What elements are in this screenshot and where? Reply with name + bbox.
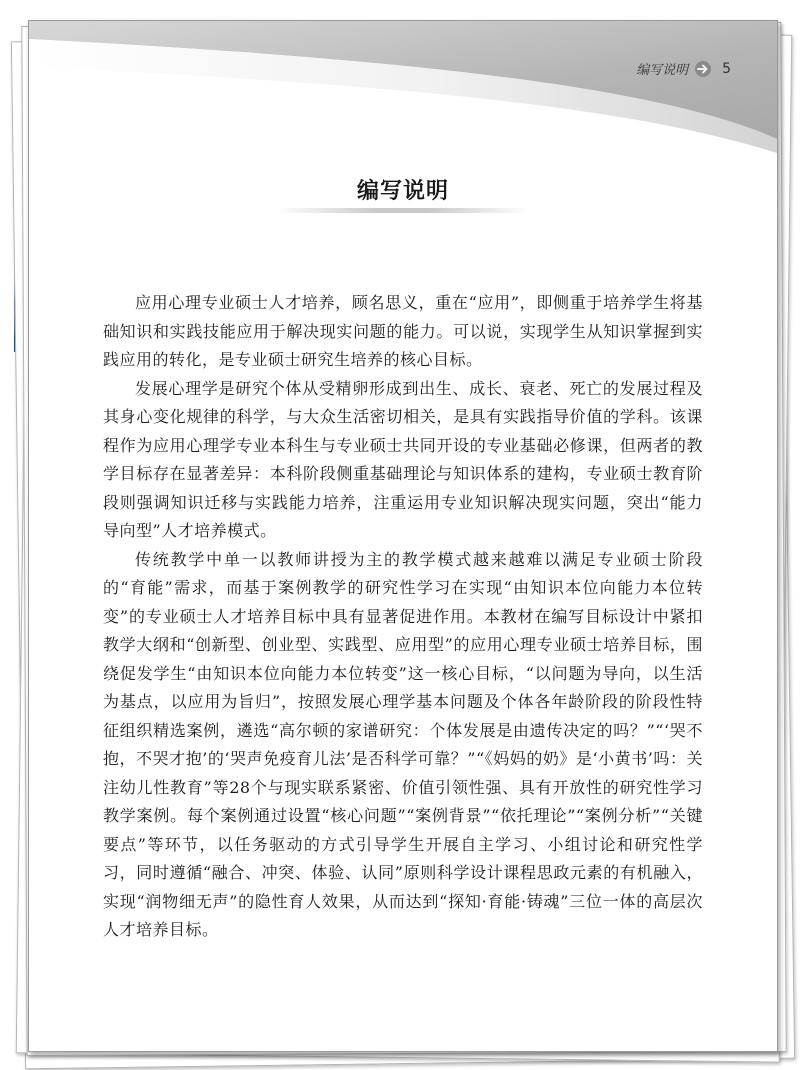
paragraph-1: 应用心理专业硕士人才培养，顾名思义，重在“应用”，即侧重于培养学生将基础知识和实践技能应用于解决现实问题的能力。可以说，实现学生从知识掌握到实践应用的转化，是专业硕士研究生培养的核心目标。 xyxy=(103,293,703,369)
header-decoration xyxy=(29,21,777,171)
body-text xyxy=(103,289,703,945)
title-block xyxy=(29,174,777,211)
page-number: 5 xyxy=(722,60,731,77)
paragraph-2: 发展心理学是研究个体从受精卵形成到出生、成长、衰老、死亡的发展过程及其身心变化规律的科学，与大众生活密切相关，是具有实践指导价值的学科。该课程作为应用心理学专业本科生与专业硕士共同开设的专业基础必修课，但两者的教学目标存在显著差异：本科阶段侧重基础理论与知识体系的建构，专业硕士教育阶段则强调知识迁移与实践能力培养，注重运用专业知识解决现实问题，突出“能力导向型”人才培养模式。 xyxy=(103,378,703,540)
page-title xyxy=(337,174,469,211)
running-head-title: 编写说明 xyxy=(636,63,689,78)
title-underline xyxy=(277,208,529,213)
page-title-text: 编写说明 xyxy=(356,179,449,204)
paragraph-3: 传统教学中单一以教师讲授为主的教学模式越来越难以满足专业硕士阶段的“育能”需求，而基于案例教学的研究性学习在实现“由知识本位向能力本位转变”的专业硕士人才培养目标中具有显著促进作用。本教材在编写目标设计中紧扣教学大纲和“创新型、创业型、实践型、应用型”的应用心理专业硕士培养目标，围绕促发学生“由知识本位向能力本位转变”这一核心目标，“以问题为导向，以生活为基点，以应用为旨归”，按照发展心理学基本问题及个体各年龄阶段的阶段性特征组织精选案例，遴选“高尔顿的家谱研究：个体发展是由遗传决定的吗？”“‘哭不抱，不哭才抱’的‘哭声免疫育儿法’是否科学可靠？”“《妈妈的奶》是‘小黄书’吗：关注幼儿性教育”等28个与现实联系紧密、价值引领性强、具有开放性的研究性学习教学案例。每个案例通过设置“核心问题”“案例背景”“依托理论”“案例分析”“关键要点”等环节，以任务驱动的方式引导学生开展自主学习、小组讨论和研究性学习，同时遵循“融合、冲突、体验、认同”原则科学设计课程思政元素的有机融入，实现“润物细无声”的隐性育人效果，从而达到“探知·育能·铸魂”三位一体的高层次人才培养目标。 xyxy=(103,549,703,939)
running-head xyxy=(636,59,731,78)
arrow-right-circle-icon xyxy=(694,60,712,78)
